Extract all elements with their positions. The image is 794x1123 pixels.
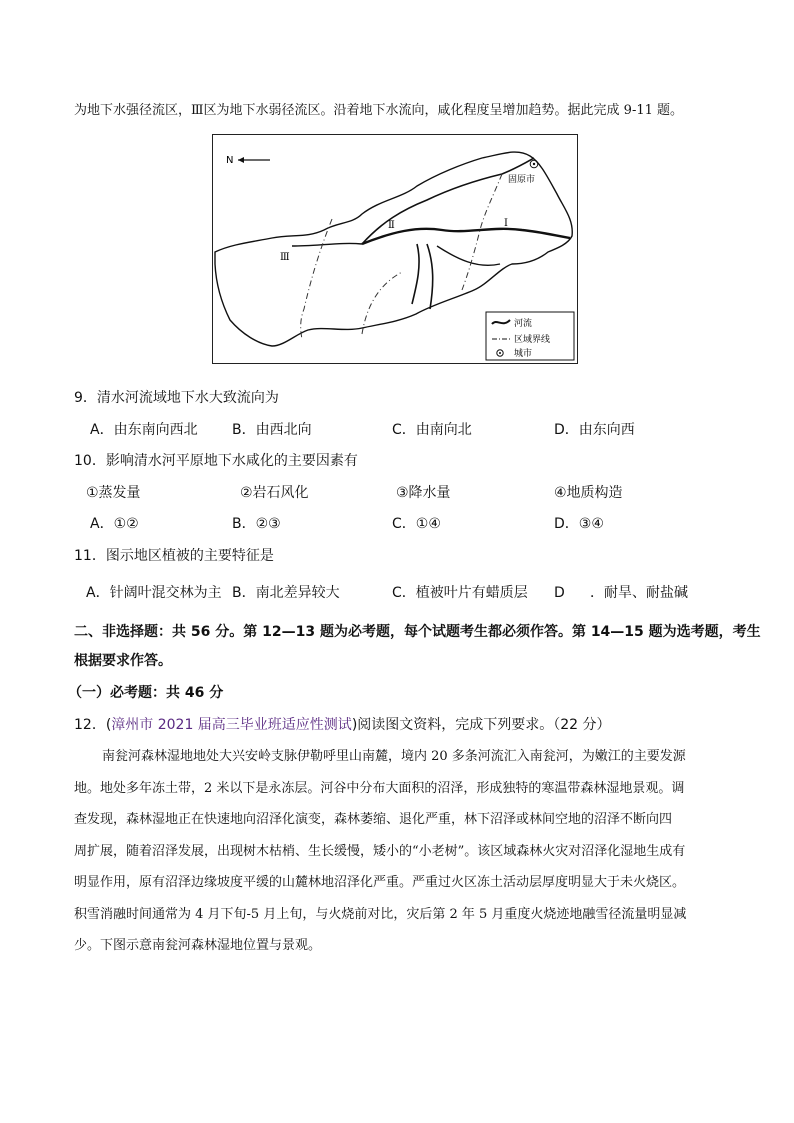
q10-item-1: ①蒸发量: [86, 485, 141, 501]
city-label: 固原市: [508, 175, 536, 185]
q9-option-d[interactable]: D．由东向西: [554, 422, 635, 438]
q12-heading: [74, 715, 611, 735]
q10-option-c[interactable]: C．①④: [392, 516, 441, 532]
section2-line1: 二、非选择题：共 56 分。第 12—13 题为必考题，每个试题考生都必须作答。第 14—15 题为选考题，考生: [74, 624, 761, 640]
q10-option-d[interactable]: D．③④: [554, 516, 604, 532]
q10-item-2: ②岩石风化: [240, 485, 309, 501]
required-subheading: （一）必考题：共 46 分: [68, 685, 224, 701]
q9-option-b[interactable]: B．由西北向: [232, 422, 312, 438]
passage-line: 少。下图示意南瓮河森林湿地位置与景观。: [74, 938, 322, 953]
passage-line: 地。地处多年冻土带，2 米以下是永冻层。河谷中分布大面积的沼泽，形成独特的寒温带森林湿地景观。调: [74, 780, 685, 796]
passage-line: 查发现，森林湿地正在快速地向沼泽化演变，森林萎缩、退化严重，林下沼泽或林间空地的沼泽不断向四: [74, 812, 673, 827]
region-2-label: Ⅱ: [388, 220, 395, 231]
intro-text: 为地下水强径流区，Ⅲ区为地下水弱径流区。沿着地下水流向，咸化程度呈增加趋势。据此完成 9-11 题。: [74, 103, 684, 118]
q9-option-c[interactable]: C．由南向北: [392, 422, 472, 438]
q11-option-d-text[interactable]: ．耐旱、耐盐碱: [590, 585, 688, 601]
q9-option-a[interactable]: A．由东南向西北: [90, 422, 198, 438]
q11-option-a[interactable]: A．针阔叶混交林为主: [86, 585, 222, 601]
q11-option-c[interactable]: C．植被叶片有蜡质层: [392, 585, 528, 601]
q9-stem: 9．清水河流域地下水大致流向为: [74, 390, 279, 406]
q10-option-a[interactable]: A．①②: [90, 516, 139, 532]
q12-number: 12．(: [74, 717, 112, 733]
q11-option-d-letter[interactable]: D: [554, 585, 565, 601]
region-1-label: Ⅰ: [504, 218, 508, 229]
legend-river: 河流: [514, 319, 533, 329]
q10-item-4: ④地质构造: [554, 485, 623, 501]
section2-line2: 根据要求作答。: [74, 653, 172, 669]
q12-passage: [74, 741, 724, 962]
q10-stem: 10．影响清水河平原地下水咸化的主要因素有: [74, 453, 358, 469]
passage-line: 周扩展，随着沼泽发展，出现树木枯梢、生长缓慢，矮小的“小老树”。该区域森林火灾对沼泽化湿地生成有: [74, 843, 686, 859]
q11-stem: 11．图示地区植被的主要特征是: [74, 548, 274, 564]
q11-option-b[interactable]: B．南北差异较大: [232, 585, 340, 601]
region-3-label: Ⅲ: [280, 252, 290, 263]
passage-line: 明显作用，原有沼泽边缘坡度平缓的山麓林地沼泽化严重。严重过火区冻土活动层厚度明显大于未火烧区。: [74, 875, 686, 890]
passage-line: 积雪消融时间通常为 4 月下旬-5 月上旬，与火烧前对比，灾后第 2 年 5 月重度火烧迹地融雪径流量明显减: [74, 906, 687, 922]
q10-item-3: ③降水量: [396, 485, 451, 501]
river-basin-map: [212, 134, 578, 372]
passage-line: 南瓮河森林湿地地处大兴安岭支脉伊勒呼里山南麓，境内 20 多条河流汇入南瓮河，为嫩江的主要发源: [102, 749, 686, 764]
legend-boundary: 区域界线: [514, 335, 551, 345]
q12-source: 漳州市 2021 届高三毕业班适应性测试: [111, 717, 352, 733]
q12-instruction: )阅读图文资料，完成下列要求。（22 分）: [351, 717, 611, 733]
legend-city: 城市: [514, 349, 533, 359]
q10-option-b[interactable]: B．②③: [232, 516, 281, 532]
north-label: N: [226, 155, 234, 166]
